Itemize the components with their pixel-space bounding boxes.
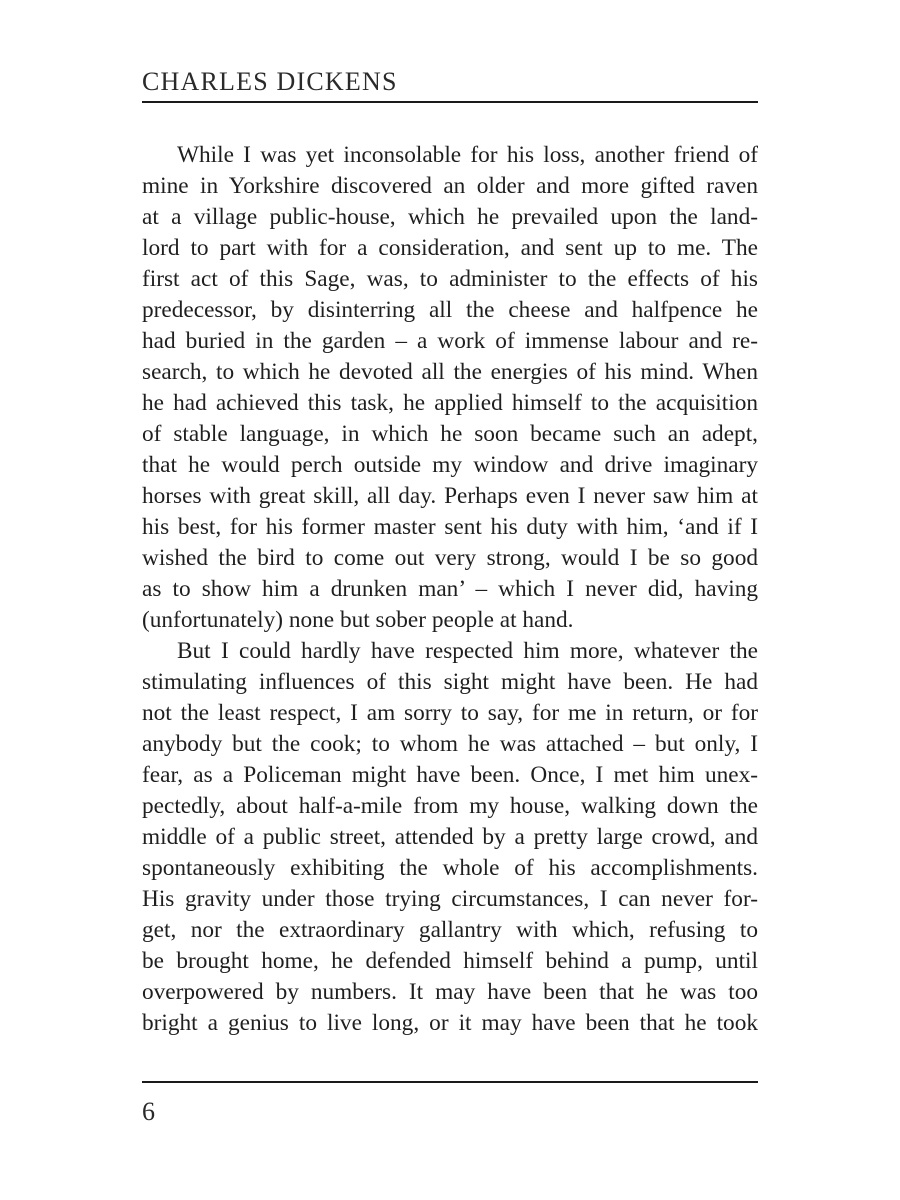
text-line: mine in Yorkshire discovered an older and more gifted raven: [142, 173, 758, 199]
text-line: His gravity under those trying circumstances, I can never for-: [142, 886, 758, 912]
text-line: wished the bird to come out very strong, would I be so good: [142, 545, 758, 571]
text-line: as to show him a drunken man’ – which I never did, having: [142, 576, 758, 602]
text-line: first act of this Sage, was, to administer to the effects of his: [142, 266, 758, 292]
text-line: stimulating influences of this sight might have been. He had: [142, 669, 758, 695]
text-line: be brought home, he defended himself behind a pump, until: [142, 948, 758, 974]
text-line: of stable language, in which he soon became such an adept,: [142, 421, 758, 447]
paragraph: [142, 140, 758, 636]
text-line: spontaneously exhibiting the whole of his accomplishments.: [142, 855, 758, 881]
text-line: bright a genius to live long, or it may have been that he took: [142, 1010, 758, 1036]
body-text: [142, 140, 758, 1039]
text-line: lord to part with for a consideration, and sent up to me. The: [142, 235, 758, 261]
text-line: had buried in the garden – a work of immense labour and re-: [142, 328, 758, 354]
text-line: middle of a public street, attended by a pretty large crowd, and: [142, 824, 758, 850]
text-line: overpowered by numbers. It may have been that he was too: [142, 979, 758, 1005]
paragraph: [142, 636, 758, 1039]
text-line: pectedly, about half-a-mile from my house, walking down the: [142, 793, 758, 819]
text-line: search, to which he devoted all the energies of his mind. When: [142, 359, 758, 385]
page-number: 6: [142, 1097, 155, 1126]
text-line: (unfortunately) none but sober people at hand.: [142, 607, 574, 633]
running-head: CHARLES DICKENS: [142, 67, 398, 96]
text-line: fear, as a Policeman might have been. Once, I met him unex-: [142, 762, 758, 788]
text-line: at a village public-house, which he prevailed upon the land-: [142, 204, 758, 230]
text-line: that he would perch outside my window and drive imaginary: [142, 452, 758, 478]
text-line: horses with great skill, all day. Perhaps even I never saw him at: [142, 483, 758, 509]
text-line: get, nor the extraordinary gallantry with which, refusing to: [142, 917, 758, 943]
text-line: he had achieved this task, he applied himself to the acquisition: [142, 390, 758, 416]
text-line: his best, for his former master sent his duty with him, ‘and if I: [142, 514, 758, 540]
text-line: anybody but the cook; to whom he was attached – but only, I: [142, 731, 758, 757]
footer-rule: [142, 1081, 758, 1083]
text-line: But I could hardly have respected him more, whatever the: [177, 638, 758, 664]
text-line: predecessor, by disinterring all the cheese and halfpence he: [142, 297, 758, 323]
header-rule: [142, 101, 758, 103]
text-line: not the least respect, I am sorry to say, for me in return, or for: [142, 700, 758, 726]
text-line: While I was yet inconsolable for his loss, another friend of: [177, 142, 758, 168]
